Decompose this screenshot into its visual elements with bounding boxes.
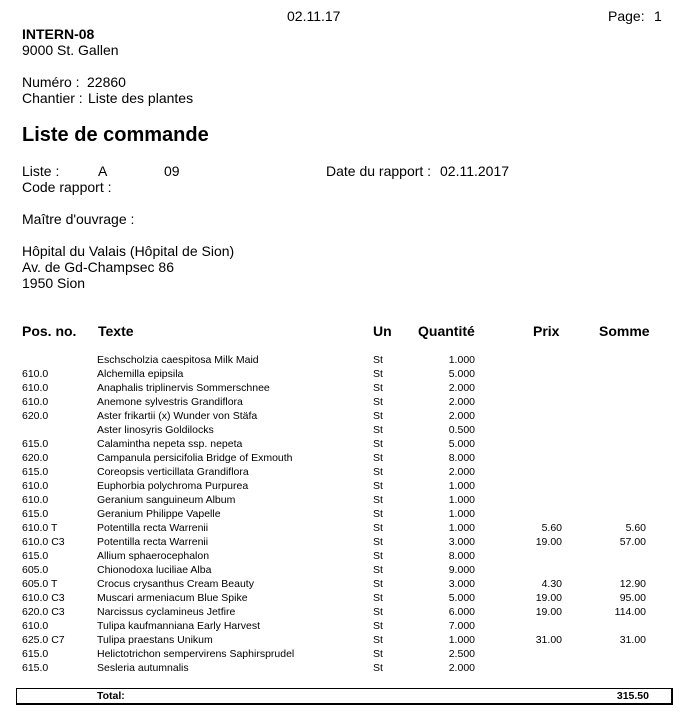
cell-somme: 31.00 bbox=[619, 634, 646, 646]
cell-pos: 610.0 C3 bbox=[22, 592, 65, 604]
table-row bbox=[0, 563, 681, 577]
cell-quantite: 0.500 bbox=[448, 424, 475, 436]
cell-quantite: 1.000 bbox=[448, 634, 475, 646]
table-row bbox=[0, 549, 681, 563]
table-row bbox=[0, 633, 681, 647]
total-row bbox=[16, 688, 673, 705]
cell-texte: Alchemilla epipsila bbox=[97, 368, 184, 380]
col-header-pos: Pos. no. bbox=[22, 323, 77, 339]
cell-un: St bbox=[373, 424, 383, 436]
cell-un: St bbox=[373, 508, 383, 520]
cell-texte: Tulipa kaufmanniana Early Harvest bbox=[97, 620, 261, 632]
cell-somme: 5.60 bbox=[625, 522, 646, 534]
table-row bbox=[0, 479, 681, 493]
table-row bbox=[0, 409, 681, 423]
cell-pos: 620.0 bbox=[22, 410, 49, 422]
maitre-label: Maître d'ouvrage : bbox=[22, 211, 135, 227]
cell-quantite: 7.000 bbox=[448, 620, 475, 632]
cell-quantite: 5.000 bbox=[448, 592, 475, 604]
total-value: 315.50 bbox=[616, 690, 649, 702]
col-header-texte: Texte bbox=[98, 323, 134, 339]
cell-prix: 31.00 bbox=[535, 634, 562, 646]
cell-pos: 615.0 bbox=[22, 438, 49, 450]
table-row bbox=[0, 591, 681, 605]
company-name: INTERN-08 bbox=[22, 26, 95, 42]
date-rapport-value: 02.11.2017 bbox=[440, 163, 510, 179]
cell-texte: Euphorbia polychroma Purpurea bbox=[97, 480, 249, 492]
cell-texte: Aster frikartii (x) Wunder von Stäfa bbox=[97, 410, 258, 422]
cell-quantite: 1.000 bbox=[448, 480, 475, 492]
date-rapport-label: Date du rapport : bbox=[326, 163, 432, 179]
page-title: Liste de commande bbox=[22, 124, 209, 146]
col-header-somme: Somme bbox=[599, 323, 650, 339]
print-date: 02.11.17 bbox=[287, 8, 341, 24]
cell-quantite: 2.000 bbox=[448, 382, 475, 394]
client-street: Av. de Gd-Champsec 86 bbox=[22, 259, 175, 275]
total-label: Total: bbox=[97, 690, 125, 702]
table-row bbox=[0, 521, 681, 535]
table-row bbox=[0, 493, 681, 507]
cell-texte: Allium sphaerocephalon bbox=[97, 550, 210, 562]
cell-quantite: 3.000 bbox=[448, 536, 475, 548]
cell-prix: 19.00 bbox=[535, 536, 562, 548]
cell-un: St bbox=[373, 620, 383, 632]
table-row bbox=[0, 577, 681, 591]
company-city: 9000 St. Gallen bbox=[22, 42, 119, 58]
cell-pos: 605.0 bbox=[22, 564, 49, 576]
cell-quantite: 2.000 bbox=[448, 466, 475, 478]
cell-quantite: 1.000 bbox=[448, 354, 475, 366]
cell-pos: 625.0 C7 bbox=[22, 634, 65, 646]
cell-pos: 610.0 T bbox=[22, 522, 58, 534]
cell-pos: 610.0 bbox=[22, 620, 49, 632]
table-header bbox=[0, 323, 681, 341]
cell-texte: Muscari armeniacum Blue Spike bbox=[97, 592, 248, 604]
cell-quantite: 8.000 bbox=[448, 550, 475, 562]
cell-quantite: 9.000 bbox=[448, 564, 475, 576]
cell-un: St bbox=[373, 438, 383, 450]
cell-texte: Eschscholzia caespitosa Milk Maid bbox=[97, 354, 259, 366]
cell-texte: Calamintha nepeta ssp. nepeta bbox=[97, 438, 243, 450]
cell-texte: Potentilla recta Warrenii bbox=[97, 522, 209, 534]
table-row bbox=[0, 353, 681, 367]
table-row bbox=[0, 381, 681, 395]
cell-un: St bbox=[373, 382, 383, 394]
cell-quantite: 2.500 bbox=[448, 648, 475, 660]
col-header-prix: Prix bbox=[533, 323, 560, 339]
table-row bbox=[0, 451, 681, 465]
page-label: Page: bbox=[608, 8, 645, 24]
cell-texte: Potentilla recta Warrenii bbox=[97, 536, 209, 548]
page-number: 1 bbox=[654, 8, 662, 24]
col-header-un: Un bbox=[373, 323, 392, 339]
liste-number: 09 bbox=[164, 163, 180, 179]
code-rapport-label: Code rapport : bbox=[22, 179, 112, 195]
cell-un: St bbox=[373, 368, 383, 380]
cell-prix: 4.30 bbox=[541, 578, 562, 590]
cell-pos: 620.0 bbox=[22, 452, 49, 464]
chantier-value: Liste des plantes bbox=[88, 90, 194, 106]
cell-quantite: 3.000 bbox=[448, 578, 475, 590]
cell-texte: Aster linosyris Goldilocks bbox=[97, 424, 214, 436]
cell-texte: Tulipa praestans Unikum bbox=[97, 634, 213, 646]
cell-quantite: 2.000 bbox=[448, 396, 475, 408]
cell-somme: 12.90 bbox=[619, 578, 646, 590]
table-row bbox=[0, 423, 681, 437]
cell-pos: 610.0 bbox=[22, 494, 49, 506]
cell-somme: 95.00 bbox=[619, 592, 646, 604]
cell-un: St bbox=[373, 634, 383, 646]
cell-pos: 610.0 C3 bbox=[22, 536, 65, 548]
table-row bbox=[0, 619, 681, 633]
cell-pos: 605.0 T bbox=[22, 578, 58, 590]
cell-pos: 610.0 bbox=[22, 480, 49, 492]
col-header-quantite: Quantité bbox=[418, 323, 475, 339]
cell-un: St bbox=[373, 564, 383, 576]
table-row bbox=[0, 395, 681, 409]
table-row bbox=[0, 437, 681, 451]
cell-somme: 57.00 bbox=[619, 536, 646, 548]
cell-un: St bbox=[373, 536, 383, 548]
cell-pos: 615.0 bbox=[22, 550, 49, 562]
table-row bbox=[0, 465, 681, 479]
cell-texte: Coreopsis verticillata Grandiflora bbox=[97, 466, 249, 478]
cell-pos: 615.0 bbox=[22, 648, 49, 660]
cell-un: St bbox=[373, 592, 383, 604]
cell-texte: Anemone sylvestris Grandiflora bbox=[97, 396, 243, 408]
cell-quantite: 1.000 bbox=[448, 494, 475, 506]
cell-un: St bbox=[373, 522, 383, 534]
cell-un: St bbox=[373, 354, 383, 366]
cell-pos: 610.0 bbox=[22, 368, 49, 380]
cell-un: St bbox=[373, 480, 383, 492]
numero-label: Numéro : bbox=[22, 74, 80, 90]
cell-texte: Helictotrichon sempervirens Saphirsprudel bbox=[97, 648, 295, 660]
table-row bbox=[0, 661, 681, 675]
cell-texte: Anaphalis triplinervis Sommerschnee bbox=[97, 382, 270, 394]
cell-pos: 615.0 bbox=[22, 466, 49, 478]
cell-texte: Chionodoxa luciliae Alba bbox=[97, 564, 212, 576]
cell-quantite: 1.000 bbox=[448, 522, 475, 534]
table-row bbox=[0, 605, 681, 619]
cell-un: St bbox=[373, 606, 383, 618]
table-row bbox=[0, 647, 681, 661]
cell-quantite: 2.000 bbox=[448, 410, 475, 422]
liste-code: A bbox=[98, 163, 108, 179]
cell-texte: Narcissus cyclamineus Jetfire bbox=[97, 606, 236, 618]
cell-un: St bbox=[373, 494, 383, 506]
chantier-label: Chantier : bbox=[22, 90, 83, 106]
cell-pos: 610.0 bbox=[22, 396, 49, 408]
cell-quantite: 8.000 bbox=[448, 452, 475, 464]
table-row bbox=[0, 507, 681, 521]
client-city: 1950 Sion bbox=[22, 275, 86, 291]
cell-quantite: 6.000 bbox=[448, 606, 475, 618]
cell-prix: 5.60 bbox=[541, 522, 562, 534]
cell-un: St bbox=[373, 550, 383, 562]
cell-quantite: 5.000 bbox=[448, 368, 475, 380]
cell-texte: Crocus crysanthus Cream Beauty bbox=[97, 578, 254, 590]
liste-label: Liste : bbox=[22, 163, 60, 179]
cell-quantite: 1.000 bbox=[448, 508, 475, 520]
client-name: Hôpital du Valais (Hôpital de Sion) bbox=[22, 243, 235, 259]
table-row bbox=[0, 535, 681, 549]
cell-pos: 620.0 C3 bbox=[22, 606, 65, 618]
cell-prix: 19.00 bbox=[535, 592, 562, 604]
cell-un: St bbox=[373, 662, 383, 674]
cell-un: St bbox=[373, 578, 383, 590]
cell-un: St bbox=[373, 648, 383, 660]
cell-un: St bbox=[373, 466, 383, 478]
table-row bbox=[0, 367, 681, 381]
cell-pos: 615.0 bbox=[22, 508, 49, 520]
cell-prix: 19.00 bbox=[535, 606, 562, 618]
cell-un: St bbox=[373, 396, 383, 408]
cell-texte: Geranium Philippe Vapelle bbox=[97, 508, 221, 520]
cell-texte: Geranium sanguineum Album bbox=[97, 494, 236, 506]
cell-quantite: 5.000 bbox=[448, 438, 475, 450]
cell-un: St bbox=[373, 452, 383, 464]
cell-texte: Sesleria autumnalis bbox=[97, 662, 189, 674]
cell-somme: 114.00 bbox=[614, 606, 646, 618]
cell-pos: 615.0 bbox=[22, 662, 49, 674]
cell-quantite: 2.000 bbox=[448, 662, 475, 674]
numero-value: 22860 bbox=[87, 74, 126, 90]
cell-pos: 610.0 bbox=[22, 382, 49, 394]
cell-texte: Campanula persicifolia Bridge of Exmouth bbox=[97, 452, 293, 464]
cell-un: St bbox=[373, 410, 383, 422]
